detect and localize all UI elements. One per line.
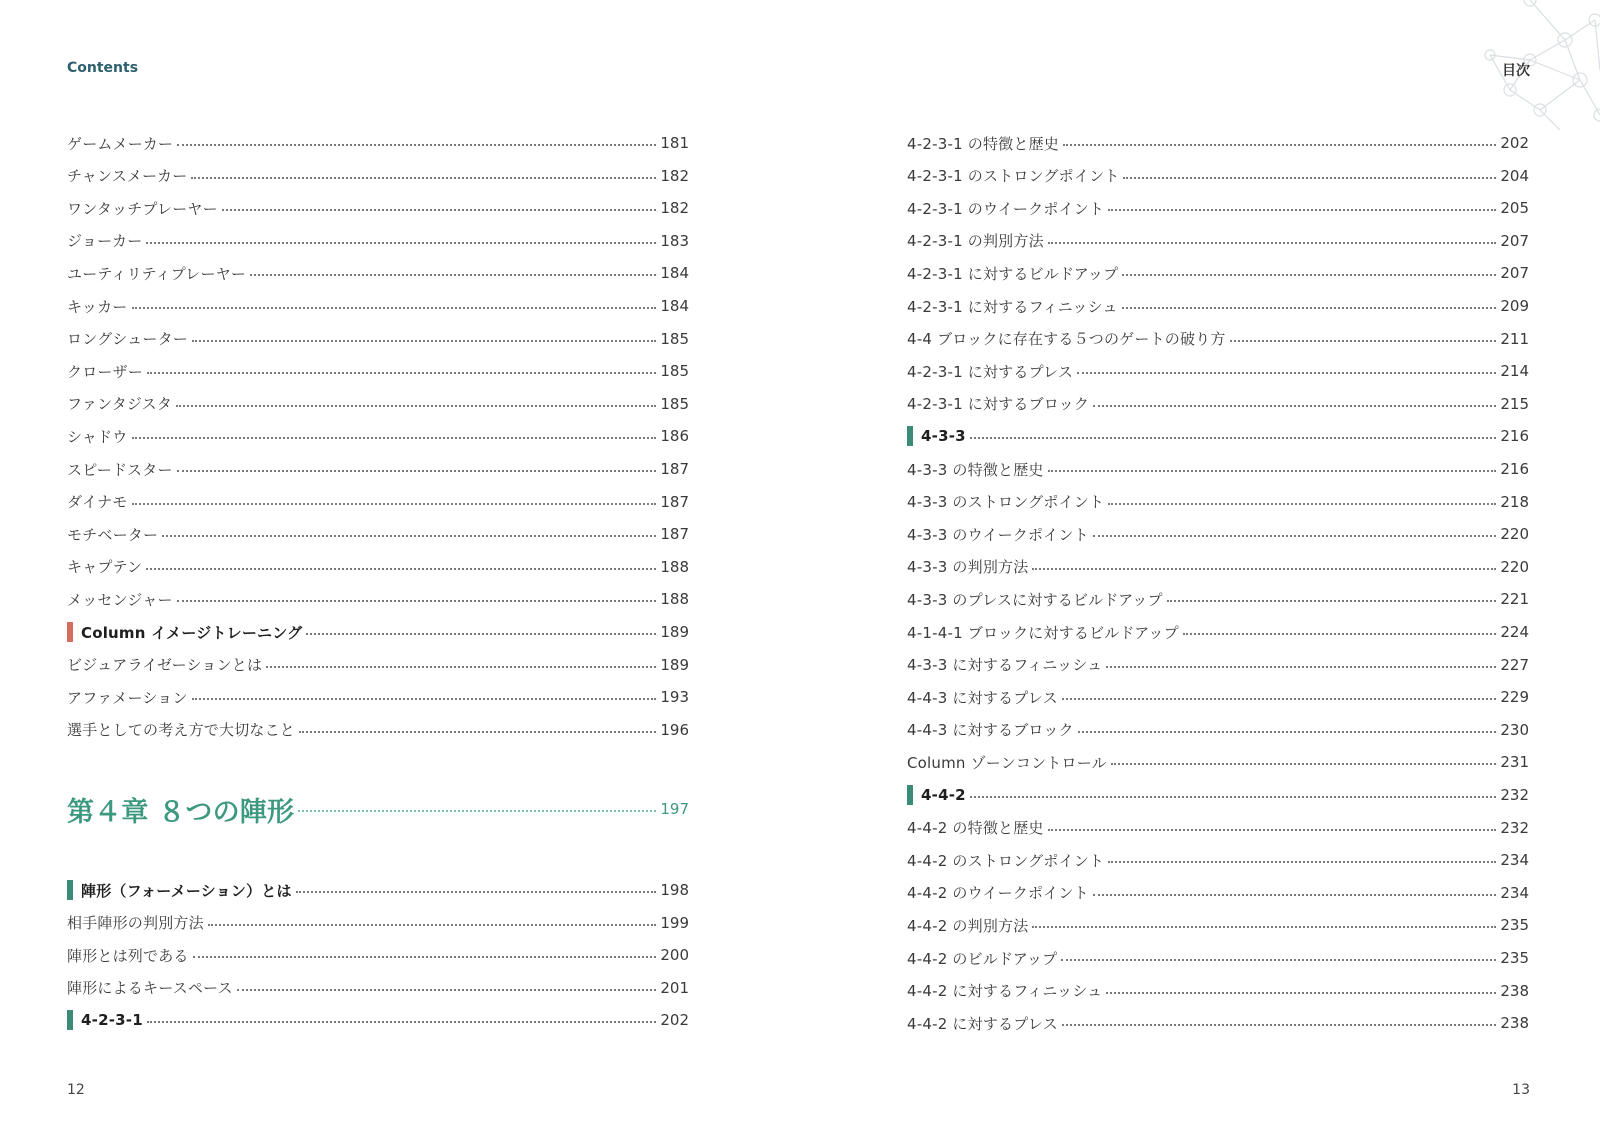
toc-entry-title: 4-4-2 に対するプレス bbox=[907, 1014, 1058, 1033]
toc-entry[interactable] bbox=[67, 453, 689, 485]
dot-leader bbox=[1048, 470, 1497, 472]
toc-entry-page-number: 202 bbox=[1500, 134, 1529, 152]
toc-section-heading[interactable] bbox=[67, 1004, 689, 1036]
section-marker-icon bbox=[907, 785, 913, 805]
toc-entry[interactable] bbox=[907, 323, 1529, 355]
toc-entry[interactable] bbox=[907, 551, 1529, 583]
toc-entry[interactable] bbox=[907, 518, 1529, 550]
toc-entry-page-number: 185 bbox=[660, 394, 689, 413]
toc-entry-page-number: 189 bbox=[660, 623, 689, 641]
toc-entry[interactable] bbox=[67, 192, 689, 224]
toc-entry-title: クローザー bbox=[67, 362, 144, 381]
dot-leader bbox=[147, 1021, 657, 1023]
toc-entry-title: 4-4-2 の特徴と歴史 bbox=[907, 819, 1044, 838]
toc-entry-title: 4-2-3-1 に対するブロック bbox=[907, 395, 1090, 414]
toc-entry-page-number: 221 bbox=[1500, 590, 1529, 609]
page-number: 12 bbox=[67, 1082, 85, 1098]
toc-entry-page-number: 189 bbox=[660, 655, 689, 674]
toc-entry-page-number: 238 bbox=[1500, 981, 1529, 1000]
toc-entry-title: ジョーカー bbox=[67, 232, 143, 251]
dot-leader bbox=[176, 405, 656, 407]
toc-entry-title: 4-2-3-1 に対するビルドアップ bbox=[907, 264, 1119, 283]
toc-entry[interactable] bbox=[67, 388, 689, 420]
toc-entry-title: ワンタッチプレーヤー bbox=[67, 199, 218, 218]
dot-leader bbox=[237, 989, 657, 991]
toc-entry-page-number: 209 bbox=[1500, 297, 1529, 315]
toc-entry[interactable] bbox=[907, 225, 1529, 257]
toc-entry-title: ゲームメーカー bbox=[67, 134, 174, 153]
toc-entry-title: キャプテン bbox=[67, 558, 143, 577]
toc-entry-title: 4-2-3-1 の判別方法 bbox=[907, 232, 1044, 251]
dot-leader bbox=[177, 470, 657, 472]
toc-column-heading[interactable] bbox=[67, 616, 689, 648]
toc-entry[interactable] bbox=[907, 127, 1529, 159]
toc-entry-page-number: 187 bbox=[660, 492, 689, 511]
toc-entry[interactable] bbox=[907, 942, 1529, 974]
dot-leader bbox=[1167, 600, 1497, 602]
dot-leader bbox=[1093, 405, 1496, 407]
running-head: Contents bbox=[67, 60, 139, 76]
dot-leader bbox=[146, 242, 656, 244]
toc-entry-page-number: 232 bbox=[1500, 818, 1529, 837]
toc-entry-title: 陣形によるキースペース bbox=[67, 979, 233, 998]
toc-entry[interactable] bbox=[907, 1007, 1529, 1039]
toc-entry-title: キッカー bbox=[67, 297, 128, 316]
dot-leader bbox=[1108, 861, 1496, 863]
toc-entry-page-number: 220 bbox=[1500, 525, 1529, 544]
toc-entry[interactable] bbox=[907, 844, 1529, 876]
dot-leader bbox=[1106, 992, 1496, 994]
toc-entry-title: 4-4-2 のウイークポイント bbox=[907, 884, 1089, 903]
dot-leader bbox=[1106, 666, 1496, 668]
toc-entry-title: 4-2-3-1 に対するフィニッシュ bbox=[907, 297, 1118, 316]
toc-entry-title: モチベーター bbox=[67, 525, 159, 544]
toc-entry-title: メッセンジャー bbox=[67, 590, 173, 609]
toc-entry-page-number: 181 bbox=[660, 134, 689, 152]
toc-entry-page-number: 227 bbox=[1500, 655, 1529, 674]
toc-entry-title: 4-3-3 のウイークポイント bbox=[907, 525, 1089, 544]
dot-leader bbox=[1093, 535, 1497, 537]
toc-entry-page-number: 185 bbox=[660, 362, 689, 381]
dot-leader bbox=[1032, 926, 1496, 928]
toc-entry-page-number: 229 bbox=[1500, 688, 1529, 707]
dot-leader bbox=[193, 956, 657, 958]
toc-entry-title: 4-4-2 bbox=[921, 786, 966, 804]
toc-entry-page-number: 214 bbox=[1500, 362, 1529, 381]
toc-entry[interactable] bbox=[67, 257, 689, 289]
toc-entry-page-number: 204 bbox=[1500, 166, 1529, 185]
running-head: 目次 bbox=[1502, 63, 1530, 79]
dot-leader bbox=[1123, 177, 1496, 179]
dot-leader bbox=[1183, 633, 1497, 635]
toc-entry-title: 4-3-3 のストロングポイント bbox=[907, 493, 1105, 512]
toc-entry-title: 4-4-2 のストロングポイント bbox=[907, 851, 1105, 870]
dot-leader bbox=[132, 307, 657, 309]
dot-leader bbox=[1122, 307, 1497, 309]
toc-entry-page-number: 232 bbox=[1500, 786, 1529, 804]
toc-entry-title: Column ゾーンコントロール bbox=[907, 753, 1107, 772]
toc-entry-title: ビジュアライゼーションとは bbox=[67, 656, 263, 675]
toc-entry-page-number: 218 bbox=[1500, 492, 1529, 511]
toc-entry-title: 4-2-3-1 の特徴と歴史 bbox=[907, 134, 1059, 153]
toc-entry[interactable] bbox=[67, 907, 689, 939]
toc-entry-page-number: 202 bbox=[660, 1011, 689, 1030]
dot-leader bbox=[1048, 829, 1497, 831]
toc-entry-page-number: 224 bbox=[1500, 623, 1529, 641]
toc-entry-title: 陣形（フォーメーション）とは bbox=[81, 881, 292, 900]
right-page bbox=[800, 0, 1600, 1139]
toc-section-heading[interactable] bbox=[907, 420, 1529, 452]
toc-section-heading[interactable] bbox=[907, 779, 1529, 811]
toc-entry[interactable] bbox=[907, 192, 1529, 224]
toc-entry-title: ロングシューター bbox=[67, 330, 189, 349]
section-marker-icon bbox=[67, 1010, 73, 1030]
toc-entry[interactable] bbox=[907, 355, 1529, 387]
toc-entry-title: 4-1-4-1 ブロックに対するビルドアップ bbox=[907, 623, 1179, 642]
toc-entry-page-number: 182 bbox=[660, 199, 689, 218]
toc-entry-title: 4-4-2 の判別方法 bbox=[907, 916, 1029, 935]
toc-entry-title: 4-3-3 に対するフィニッシュ bbox=[907, 656, 1103, 675]
toc-entry-page-number: 211 bbox=[1500, 329, 1529, 348]
dot-leader bbox=[1078, 731, 1497, 733]
toc-entry-page-number: 184 bbox=[660, 264, 689, 283]
toc-entry-page-number: 235 bbox=[1500, 916, 1529, 935]
section-marker-icon bbox=[67, 622, 73, 642]
toc-entry-title: 4-3-3 のプレスに対するビルドアップ bbox=[907, 590, 1163, 609]
dot-leader bbox=[1108, 503, 1496, 505]
toc-entry-title: 4-4-3 に対するプレス bbox=[907, 688, 1058, 707]
dot-leader bbox=[1061, 959, 1496, 961]
toc-entry-page-number: 188 bbox=[660, 590, 689, 609]
toc-entry[interactable] bbox=[67, 290, 689, 322]
toc-entry[interactable] bbox=[67, 420, 689, 452]
toc-entry-page-number: 234 bbox=[1500, 851, 1529, 870]
toc-entry[interactable] bbox=[907, 583, 1529, 615]
network-decoration-icon bbox=[1470, 0, 1600, 130]
toc-entry-page-number: 231 bbox=[1500, 753, 1529, 772]
toc-entry[interactable] bbox=[907, 746, 1529, 778]
dot-leader bbox=[1048, 242, 1497, 244]
toc-entry-title: Column イメージトレーニング bbox=[81, 623, 303, 642]
dot-leader bbox=[306, 633, 656, 635]
toc-entry[interactable] bbox=[907, 812, 1529, 844]
dot-leader bbox=[146, 568, 656, 570]
dot-leader bbox=[1122, 274, 1496, 276]
toc-entry-page-number: 196 bbox=[660, 720, 689, 739]
toc-entry-title: 4-2-3-1 のストロングポイント bbox=[907, 167, 1120, 186]
toc-entry[interactable] bbox=[67, 355, 689, 387]
dot-leader bbox=[1063, 144, 1496, 146]
toc-entry-title: 4-4-2 のビルドアップ bbox=[907, 949, 1058, 968]
toc-entry-title: スピードスター bbox=[67, 460, 173, 479]
toc-entry[interactable] bbox=[907, 649, 1529, 681]
dot-leader bbox=[266, 666, 656, 668]
toc-entry[interactable] bbox=[67, 939, 689, 971]
toc-entry-page-number: 207 bbox=[1500, 264, 1529, 283]
dot-leader bbox=[1230, 340, 1497, 342]
toc-entry[interactable] bbox=[67, 649, 689, 681]
toc-entry-page-number: 216 bbox=[1500, 427, 1529, 446]
toc-entry-title: 4-3-3 bbox=[921, 427, 966, 446]
toc-entry-title: 4-3-3 の特徴と歴史 bbox=[907, 460, 1044, 479]
toc-entry-title: 相手陣形の判別方法 bbox=[67, 914, 204, 933]
toc-entry-title: 4-3-3 の判別方法 bbox=[907, 558, 1029, 577]
dot-leader bbox=[208, 924, 657, 926]
chapter-title: 第４章 ８つの陣形 bbox=[67, 796, 295, 828]
chapter-heading[interactable] bbox=[67, 784, 689, 834]
toc-entry-page-number: 200 bbox=[660, 946, 689, 965]
toc-entry[interactable] bbox=[907, 616, 1529, 648]
toc-entry-page-number: 182 bbox=[660, 166, 689, 185]
dot-leader bbox=[162, 535, 656, 537]
toc-entry-page-number: 234 bbox=[1500, 883, 1529, 902]
toc-entry-page-number: 184 bbox=[660, 297, 689, 315]
toc-entry[interactable] bbox=[907, 257, 1529, 289]
dot-leader bbox=[177, 144, 656, 146]
toc-entry[interactable] bbox=[67, 225, 689, 257]
toc-entry[interactable] bbox=[907, 486, 1529, 518]
toc-entry-title: シャドウ bbox=[67, 427, 128, 446]
dot-leader bbox=[177, 600, 657, 602]
toc-entry-title: 4-4 ブロックに存在する５つのゲートの破り方 bbox=[907, 330, 1226, 349]
toc-entry-page-number: 193 bbox=[660, 688, 689, 707]
dot-leader bbox=[970, 796, 1497, 798]
toc-entry-page-number: 235 bbox=[1500, 949, 1529, 967]
toc-entry[interactable] bbox=[67, 518, 689, 550]
toc-entry-title: ダイナモ bbox=[67, 493, 128, 512]
toc-entry-page-number: 220 bbox=[1500, 557, 1529, 576]
toc-entry[interactable] bbox=[67, 323, 689, 355]
toc-entry-page-number: 238 bbox=[1500, 1014, 1529, 1033]
toc-section-heading[interactable] bbox=[67, 874, 689, 906]
dot-leader bbox=[1062, 698, 1497, 700]
toc-entry[interactable] bbox=[67, 486, 689, 518]
toc-entry-page-number: 185 bbox=[660, 329, 689, 348]
toc-entry-page-number: 188 bbox=[660, 557, 689, 576]
dot-leader bbox=[192, 698, 657, 700]
dot-leader bbox=[299, 731, 656, 733]
dot-leader bbox=[222, 209, 657, 211]
toc-entry[interactable] bbox=[907, 975, 1529, 1007]
dot-leader bbox=[192, 340, 656, 342]
toc-entry-title: ユーティリティプレーヤー bbox=[67, 264, 247, 283]
dot-leader bbox=[1077, 372, 1496, 374]
toc-entry-page-number: 198 bbox=[660, 881, 689, 899]
toc-entry-title: 選手としての考え方で大切なこと bbox=[67, 721, 296, 740]
toc-entry[interactable] bbox=[67, 583, 689, 615]
dot-leader bbox=[1032, 568, 1496, 570]
toc-entry-title: 4-4-3 に対するブロック bbox=[907, 721, 1074, 740]
toc-entry[interactable] bbox=[907, 453, 1529, 485]
toc-entry-page-number: 205 bbox=[1500, 199, 1529, 218]
toc-entry-title: 陣形とは列である bbox=[67, 946, 189, 965]
dot-leader bbox=[1093, 894, 1497, 896]
toc-entry[interactable] bbox=[907, 681, 1529, 713]
toc-entry-page-number: 207 bbox=[1500, 231, 1529, 250]
toc-entry-page-number: 187 bbox=[660, 460, 689, 478]
toc-entry-title: ファンタジスタ bbox=[67, 395, 173, 414]
toc-entry-page-number: 230 bbox=[1500, 720, 1529, 739]
toc-entry-page-number: 186 bbox=[660, 427, 689, 446]
toc-entry-title: アファメーション bbox=[67, 688, 188, 707]
dot-leader bbox=[298, 810, 656, 812]
page-number: 13 bbox=[1512, 1082, 1530, 1098]
toc-entry[interactable] bbox=[67, 681, 689, 713]
toc-entry[interactable] bbox=[67, 551, 689, 583]
toc-entry-page-number: 216 bbox=[1500, 460, 1529, 478]
toc-entry[interactable] bbox=[67, 972, 689, 1004]
dot-leader bbox=[1111, 763, 1497, 765]
toc-entry[interactable] bbox=[907, 388, 1529, 420]
toc-entry-page-number: 183 bbox=[660, 231, 689, 250]
toc-entry-title: 4-2-3-1 のウイークポイント bbox=[907, 199, 1105, 218]
toc-entry-title: 4-2-3-1 に対するプレス bbox=[907, 362, 1074, 381]
toc-entry[interactable] bbox=[907, 160, 1529, 192]
toc-entry[interactable] bbox=[67, 127, 689, 159]
toc-entry[interactable] bbox=[907, 714, 1529, 746]
dot-leader bbox=[132, 437, 657, 439]
toc-entry-page-number: 201 bbox=[660, 978, 689, 997]
chapter-page-number: 197 bbox=[660, 800, 689, 818]
dot-leader bbox=[1062, 1024, 1497, 1026]
toc-entry[interactable] bbox=[67, 160, 689, 192]
section-marker-icon bbox=[67, 880, 73, 900]
dot-leader bbox=[147, 372, 656, 374]
toc-entry-title: 4-4-2 に対するフィニッシュ bbox=[907, 982, 1103, 1001]
toc-entry[interactable] bbox=[907, 909, 1529, 941]
toc-entry[interactable] bbox=[907, 877, 1529, 909]
dot-leader bbox=[191, 177, 656, 179]
dot-leader bbox=[250, 274, 656, 276]
dot-leader bbox=[296, 891, 657, 893]
dot-leader bbox=[1108, 209, 1496, 211]
toc-entry-page-number: 187 bbox=[660, 525, 689, 544]
dot-leader bbox=[132, 503, 657, 505]
toc-entry-title: チャンスメーカー bbox=[67, 167, 188, 186]
toc-entry[interactable] bbox=[907, 290, 1529, 322]
section-marker-icon bbox=[907, 426, 913, 446]
toc-entry-title: 4-2-3-1 bbox=[81, 1011, 143, 1030]
toc-entry-page-number: 199 bbox=[660, 913, 689, 932]
toc-entry[interactable] bbox=[67, 714, 689, 746]
toc-entry-page-number: 215 bbox=[1500, 394, 1529, 413]
dot-leader bbox=[970, 437, 1497, 439]
